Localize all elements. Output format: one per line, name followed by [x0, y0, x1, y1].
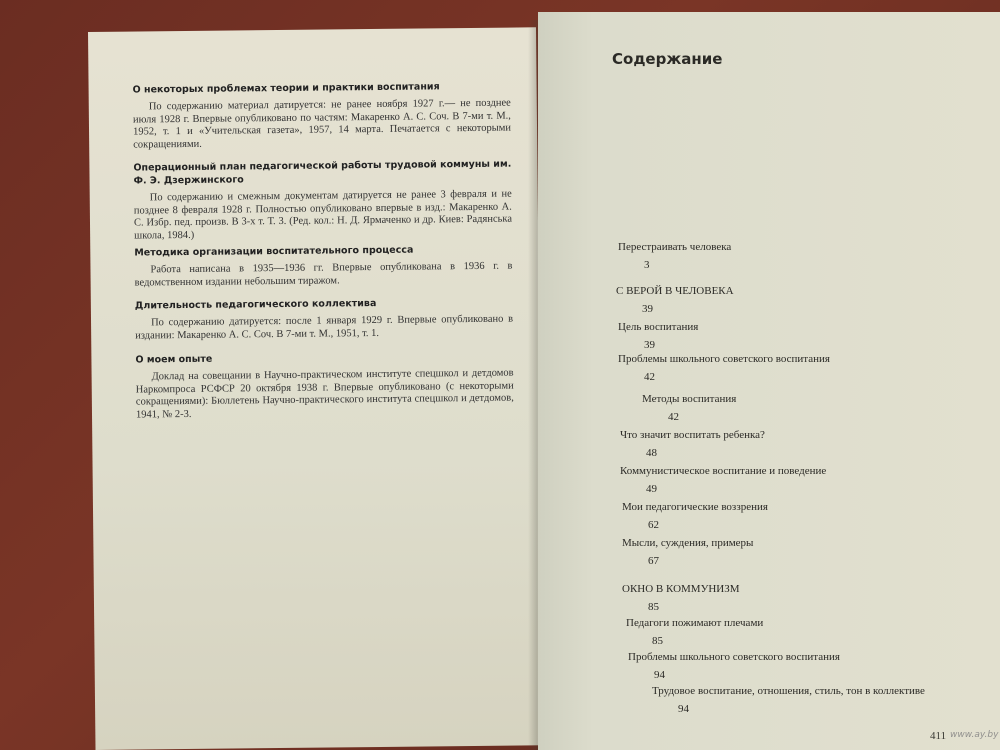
watermark: www.ay.by — [950, 730, 999, 740]
toc-page-number: 3 — [644, 259, 650, 271]
toc-entry — [628, 650, 840, 682]
section-title: Длительность педагогического коллектива — [134, 297, 377, 312]
page-number: 411 — [930, 730, 947, 742]
toc-entry — [618, 352, 830, 384]
toc-entry — [622, 500, 768, 532]
toc-label: Трудовое воспитание, отношения, стиль, тон в коллективе — [652, 685, 925, 697]
toc-entry — [622, 582, 740, 614]
section-body: Доклад на совещании в Научно-практическом институте спецшкол и детдомов Наркомпроса РСФСР 20 октября 1938 г. Впервые опубликовано (с некоторыми сокращениями): Бюллетень Научно-практического института спецшкол и детдомов, 1941, № 2-3. — [135, 367, 514, 421]
toc-label: Перестраивать человека — [618, 241, 732, 253]
section-body: По содержанию и смежным документам датируется не ранее 3 февраля и не позднее 8 февраля 1928 г. Полностью опубликовано впервые в изд.: Макаренко А. С. Избр. пед. произв. В 3-х т. Т. 3. (Ред. кол.: Н. Д. Ярмаченко и др. Киев: Радянська школа, 1984.) — [133, 188, 513, 242]
toc-label: Коммунистическое воспитание и поведение — [620, 465, 827, 477]
contents-title: Содержание — [612, 50, 723, 68]
section-2 — [133, 158, 512, 243]
toc-label: Проблемы школьного советского воспитания — [628, 651, 840, 663]
toc-page-number: 85 — [648, 601, 659, 613]
toc-label: С ВЕРОЙ В ЧЕЛОВЕКА — [616, 285, 734, 297]
toc-page-number: 39 — [644, 339, 655, 351]
toc-entry — [618, 320, 698, 352]
section-1 — [133, 80, 512, 152]
toc-page-number: 48 — [646, 447, 657, 459]
toc-entry — [622, 536, 753, 568]
toc-entry — [620, 428, 765, 460]
toc-entry — [618, 240, 731, 272]
section-title: Методика организации воспитательного процесса — [134, 244, 414, 259]
left-page — [88, 27, 543, 750]
toc-label: ОКНО В КОММУНИЗМ — [622, 583, 740, 595]
toc-page-number: 94 — [678, 703, 689, 715]
toc-entry — [620, 464, 826, 496]
section-5 — [135, 350, 514, 422]
toc-label: Методы воспитания — [642, 393, 737, 405]
toc-entry — [652, 684, 942, 716]
toc-label: Проблемы школьного советского воспитания — [618, 353, 830, 365]
section-title: О моем опыте — [135, 353, 213, 366]
section-body: По содержанию датируется: после 1 января 1929 г. Впервые опубликовано в издании: Макаренко А. С. Соч. В 7-ми т. М., 1951, т. 1. — [135, 313, 514, 342]
toc-entry — [626, 616, 763, 648]
toc-label: Мысли, суждения, примеры — [622, 537, 754, 549]
toc-page-number: 67 — [648, 555, 659, 567]
section-4 — [135, 296, 513, 343]
section-title: Операционный план педагогической работы трудовой коммуны им. Ф. Э. Дзержинского — [133, 158, 512, 187]
toc-page-number: 42 — [644, 371, 655, 383]
section-title: О некоторых проблемах теории и практики воспитания — [132, 81, 440, 96]
toc-entry — [642, 392, 736, 424]
toc-label: Цель воспитания — [618, 321, 699, 333]
toc-label: Педагоги пожимают плечами — [626, 617, 764, 629]
section-3 — [134, 243, 512, 290]
toc-page-number: 94 — [654, 669, 665, 681]
toc-entry — [616, 284, 734, 316]
section-body: Работа написана в 1935—1936 гг. Впервые опубликована в 1936 г. в ведомственном издании небольшим тиражом. — [134, 260, 513, 289]
toc-label: Что значит воспитать ребенка? — [620, 429, 765, 441]
toc-page-number: 62 — [648, 519, 659, 531]
right-page — [538, 12, 1000, 750]
toc-page-number: 42 — [668, 411, 679, 423]
section-body: По содержанию материал датируется: не ранее ноября 1927 г.— не позднее июля 1928 г. Впервые опубликовано по частям: Макаренко А. С. Соч. В 7-ми т. М., 1952, т. 1 и «Учительская газета», 1957, 14 марта. Печатается с некоторыми сокращениями. — [132, 97, 512, 151]
toc-page-number: 85 — [652, 635, 663, 647]
toc-page-number: 39 — [642, 303, 653, 315]
toc-page-number: 49 — [646, 483, 657, 495]
toc-label: Мои педагогические воззрения — [622, 501, 768, 513]
